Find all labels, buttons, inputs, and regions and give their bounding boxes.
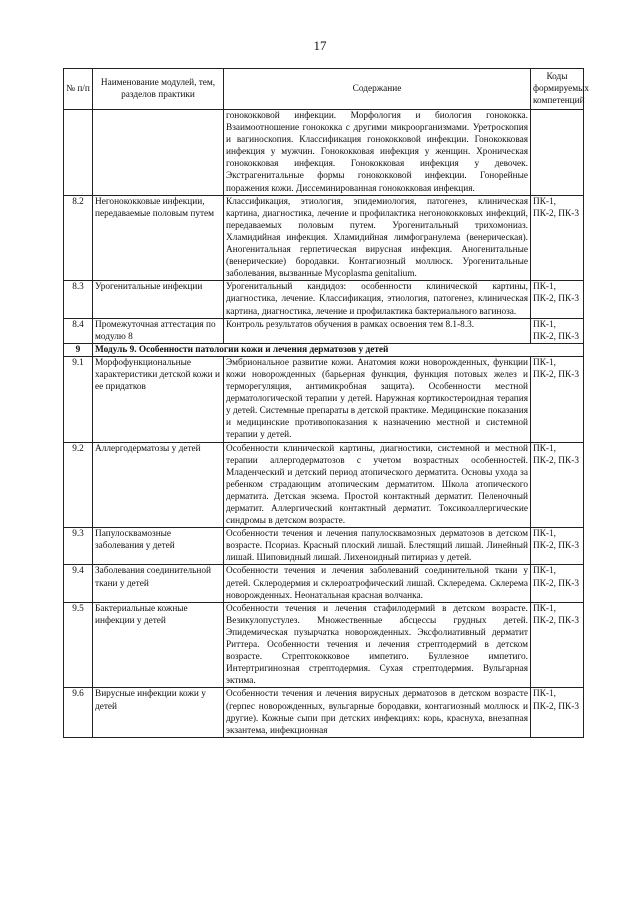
row-num: 9.6 xyxy=(64,688,93,737)
row-content: Особенности течения и лечения стафилодермий в детском возрасте. Везикулопустулез. Множественные абсцессы грудных детей. Эпидемическая пузырчатка новорожденных. Эксфолиативный дерматит Риттера. Особенности течения и лечения стрептодермий в детском возрасте. Стрептококковое импетиго. Буллезное импетиго. Интертригинозная стрептодермия. Сухая стрептодермия. Вульгарная эктима. xyxy=(224,602,531,688)
table-row xyxy=(64,318,584,343)
module-row xyxy=(64,343,584,356)
table-row xyxy=(64,195,584,281)
header-name: Наименование модулей, тем, разделов практики xyxy=(93,69,224,110)
row-num: 8.4 xyxy=(64,318,93,343)
table-row xyxy=(64,281,584,318)
row-codes: ПК-1, ПК-2, ПК-3 xyxy=(531,602,584,688)
row-name: Урогенитальные инфекции xyxy=(93,281,224,318)
table-row xyxy=(64,110,584,196)
row-num: 9.5 xyxy=(64,602,93,688)
table-row xyxy=(64,688,584,737)
row-content: Урогенитальный кандидоз: особенности клинической картины, диагностика, лечение. Классификация, этиология, патогенез, клиническая картина, диагностика, лечение и профилактика бактериального вагиноза. xyxy=(224,281,531,318)
row-content: Контроль результатов обучения в рамках освоения тем 8.1-8.3. xyxy=(224,318,531,343)
row-content: Особенности течения и лечения вирусных дерматозов в детском возрасте (герпес новорожденных, вульгарные бородавки, контагиозный моллюск и другие). Кожные сыпи при детских инфекциях: корь, краснуха, внезапная экзантема, инфекционная xyxy=(224,688,531,737)
row-name xyxy=(93,110,224,196)
curriculum-table xyxy=(63,68,589,738)
row-name: Заболевания соединительной ткани у детей xyxy=(93,565,224,602)
module-num: 9 xyxy=(64,343,93,356)
row-num xyxy=(64,110,93,196)
row-codes: ПК-1, ПК-2, ПК-3 xyxy=(531,195,584,281)
table-row xyxy=(64,565,584,602)
row-codes xyxy=(531,110,584,196)
table-row xyxy=(64,528,584,565)
row-name: Промежуточная аттестация по модулю 8 xyxy=(93,318,224,343)
row-name: Морфофункциональные характеристики детской кожи и ее придатков xyxy=(93,356,224,442)
row-num: 9.3 xyxy=(64,528,93,565)
row-content: гонококковой инфекции. Морфология и биология гонококка. Взаимоотношение гонококка с другими микроорганизмами. Уретроскопия и вагиноскопия. Классификация гонококковой инфекции. Гонококковая инфекция у мужчин. Гонококковая инфекция у женщин. Хроническая гонококковая инфекция. Гонококковая инфекция у девочек. Экстрагенитальные формы гонококковой инфекции. Гонорейные поражения кожи. Диссеминированная гонококковая инфекция. xyxy=(224,110,531,196)
row-num: 9.1 xyxy=(64,356,93,442)
table-header-row xyxy=(64,69,584,110)
row-num: 8.2 xyxy=(64,195,93,281)
row-content: Особенности течения и лечения заболеваний соединительной ткани у детей. Склеродермия и склероатрофический лишай. Склередема. Склерема новорожденных. Неонатальная красная волчанка. xyxy=(224,565,531,602)
header-content: Содержание xyxy=(224,69,531,110)
row-codes: ПК-1, ПК-2, ПК-3 xyxy=(531,318,584,343)
table-row xyxy=(64,602,584,688)
row-num: 8.3 xyxy=(64,281,93,318)
row-name: Негонококковые инфекции, передаваемые половым путем xyxy=(93,195,224,281)
table-row xyxy=(64,356,584,442)
row-codes: ПК-1, ПК-2, ПК-3 xyxy=(531,442,584,528)
row-codes: ПК-1, ПК-2, ПК-3 xyxy=(531,528,584,565)
row-num: 9.4 xyxy=(64,565,93,602)
row-codes: ПК-1, ПК-2, ПК-3 xyxy=(531,688,584,737)
row-content: Классификация, этиология, эпидемиология, патогенез, клиническая картина, диагностика, лечение и профилактика негонококковых инфекций, передаваемых половым путем. Урогенитальный трихомониаз. Хламидийная инфекция. Хламидийная лимфогранулема (венерическая). Аногенитальная герпетическая вирусная инфекция. Аногенитальные (венерические) бородавки. Контагиозный моллюск. Урогенитальные заболевания, вызванные Mycoplasma genitalium. xyxy=(224,195,531,281)
row-num: 9.2 xyxy=(64,442,93,528)
header-num: № п/п xyxy=(64,69,93,110)
page-number: 17 xyxy=(313,38,327,53)
row-name: Бактериальные кожные инфекции у детей xyxy=(93,602,224,688)
row-codes: ПК-1, ПК-2, ПК-3 xyxy=(531,281,584,318)
row-content: Особенности течения и лечения папулосквамозных дерматозов в детском возрасте. Псориаз. Красный плоский лишай. Блестящий лишай. Линейный лишай. Шиповидный лишай. Лихеноидный питириаз у детей. xyxy=(224,528,531,565)
row-name: Вирусные инфекции кожи у детей xyxy=(93,688,224,737)
table-row xyxy=(64,442,584,528)
row-content: Эмбриональное развитие кожи. Анатомия кожи новорожденных, функции кожи новорожденных (барьерная функция, функция потовых желез и терморегуляция, антимикробная защита). Особенности местной дерматологической терапии у детей. Наружная кортикостероидная терапия у детей. Системные препараты в детской практике. Медицинские показания и медицинские противопоказания к назначению местной и системной терапии у детей. xyxy=(224,356,531,442)
row-content: Особенности клинической картины, диагностики, системной и местной терапии аллергодерматозов с учетом возрастных особенностей. Младенческий и детский период атопического дерматита. Основы ухода за ребенком страдающим атопическим дерматитом. Школа атопического дерматита. Детская экзема. Простой контактный дерматит. Пеленочный дерматит. Аллергический контактный дерматит. Токсикоаллергические синдромы в детском возрасте. xyxy=(224,442,531,528)
row-codes: ПК-1, ПК-2, ПК-3 xyxy=(531,356,584,442)
row-codes: ПК-1, ПК-2, ПК-3 xyxy=(531,565,584,602)
row-name: Аллергодерматозы у детей xyxy=(93,442,224,528)
row-name: Папулосквамозные заболевания у детей xyxy=(93,528,224,565)
header-codes: Коды формируемых компетенций xyxy=(531,69,584,110)
module-title: Модуль 9. Особенности патологии кожи и лечения дерматозов у детей xyxy=(93,343,584,356)
